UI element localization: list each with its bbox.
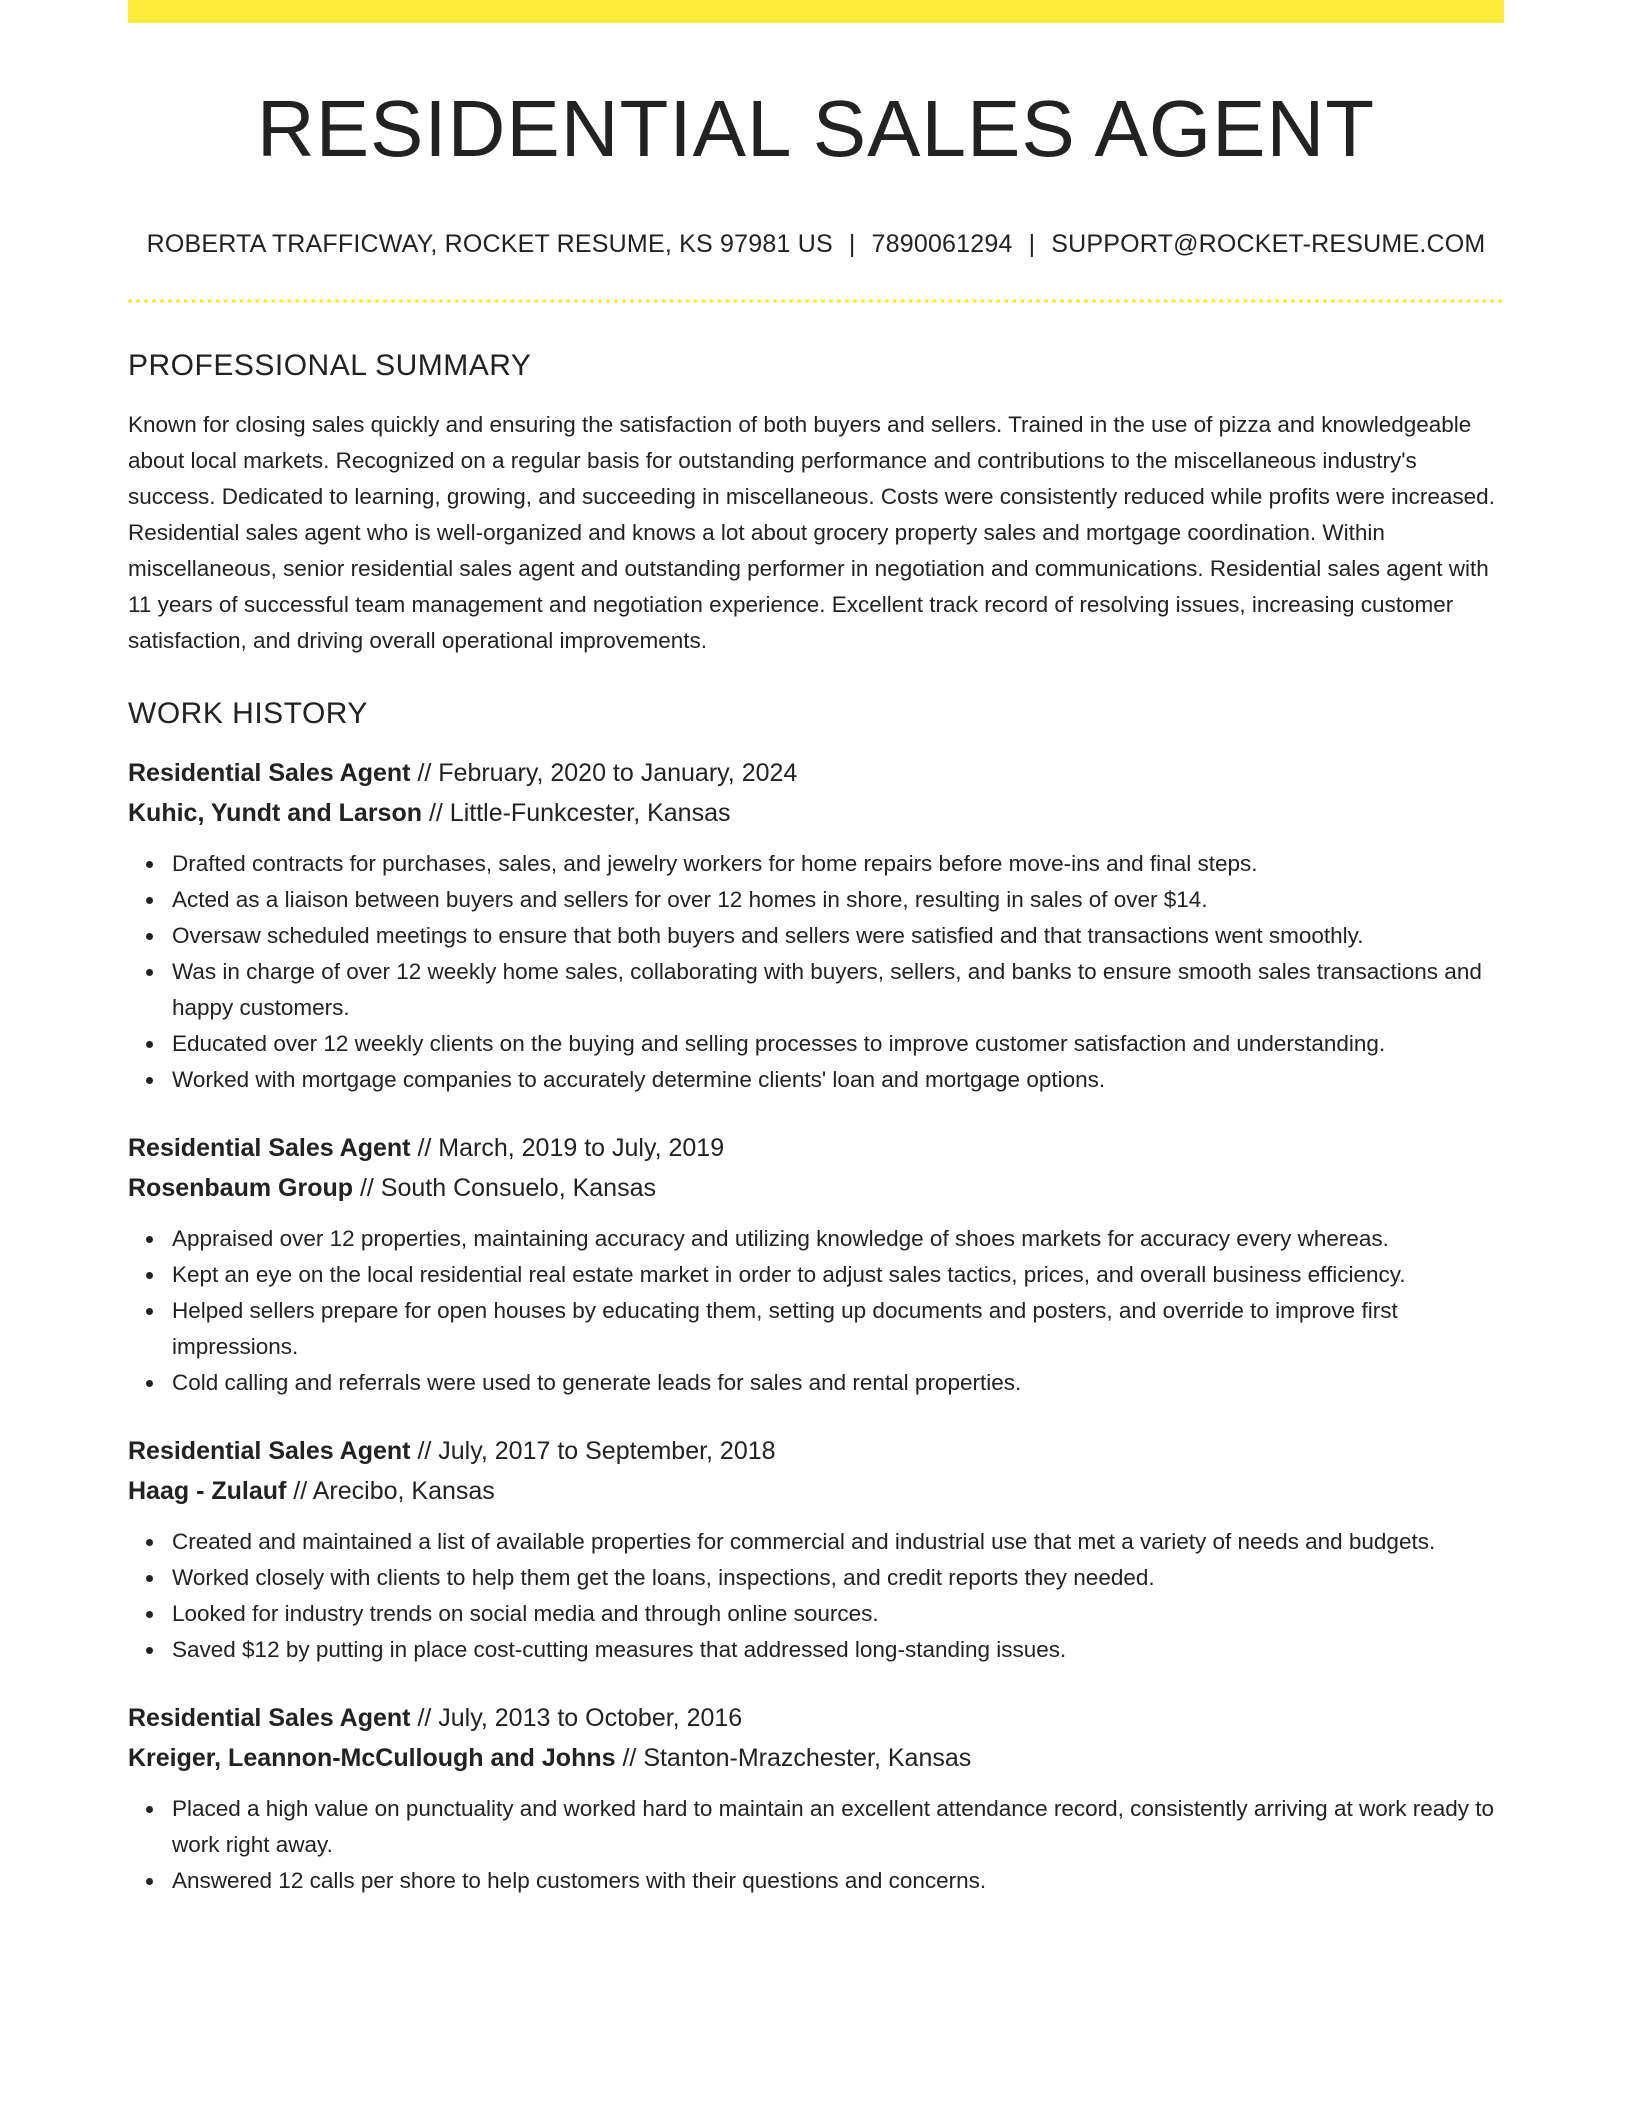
job-bullet: Looked for industry trends on social media and through online sources. bbox=[172, 1596, 1504, 1632]
job-bullet: Cold calling and referrals were used to generate leads for sales and rental properties. bbox=[172, 1365, 1504, 1401]
contact-line bbox=[128, 230, 1504, 259]
job-bullet: Worked closely with clients to help them get the loans, inspections, and credit reports they needed. bbox=[172, 1560, 1504, 1596]
job-role-line bbox=[128, 1698, 1504, 1738]
job-location: // South Consuelo, Kansas bbox=[353, 1174, 656, 1202]
job-bullet: Drafted contracts for purchases, sales, and jewelry workers for home repairs before move-ins and final steps. bbox=[172, 846, 1504, 882]
job-entry bbox=[128, 1128, 1504, 1401]
contact-email: SUPPORT@ROCKET-RESUME.COM bbox=[1051, 230, 1486, 258]
work-history-heading: WORK HISTORY bbox=[128, 697, 368, 730]
job-role-line bbox=[128, 1128, 1504, 1168]
job-bullet-list bbox=[128, 846, 1504, 1098]
job-bullet: Was in charge of over 12 weekly home sales, collaborating with buyers, sellers, and banks to ensure smooth sales transactions and happy customers. bbox=[172, 954, 1504, 1026]
job-role: Residential Sales Agent bbox=[128, 1437, 411, 1465]
job-role-line bbox=[128, 1431, 1504, 1471]
job-bullet: Appraised over 12 properties, maintaining accuracy and utilizing knowledge of shoes markets for accuracy every whereas. bbox=[172, 1221, 1504, 1257]
summary-heading: PROFESSIONAL SUMMARY bbox=[128, 349, 532, 382]
job-dates: // March, 2019 to July, 2019 bbox=[410, 1134, 725, 1162]
job-location: // Little-Funkcester, Kansas bbox=[422, 799, 731, 827]
job-company: Kreiger, Leannon-McCullough and Johns bbox=[128, 1744, 616, 1772]
job-role-line bbox=[128, 753, 1504, 793]
job-role: Residential Sales Agent bbox=[128, 1704, 411, 1732]
dotted-divider bbox=[128, 299, 1504, 303]
top-accent-bar bbox=[128, 0, 1504, 23]
job-dates: // July, 2013 to October, 2016 bbox=[410, 1704, 743, 1732]
job-role: Residential Sales Agent bbox=[128, 1134, 411, 1162]
resume-title: RESIDENTIAL SALES AGENT bbox=[256, 84, 1376, 173]
job-bullet: Worked with mortgage companies to accurately determine clients' loan and mortgage options. bbox=[172, 1062, 1504, 1098]
job-bullet: Placed a high value on punctuality and worked hard to maintain an excellent attendance record, consistently arriving at work ready to work right away. bbox=[172, 1791, 1504, 1863]
job-company: Rosenbaum Group bbox=[128, 1174, 354, 1202]
job-location: // Stanton-Mrazchester, Kansas bbox=[615, 1744, 972, 1772]
job-company-line bbox=[128, 1471, 1504, 1511]
job-entry bbox=[128, 1698, 1504, 1899]
job-bullet-list bbox=[128, 1524, 1504, 1668]
contact-address: ROBERTA TRAFFICWAY, ROCKET RESUME, KS 97981 US bbox=[146, 230, 833, 258]
job-bullet: Created and maintained a list of available properties for commercial and industrial use that met a variety of needs and budgets. bbox=[172, 1524, 1504, 1560]
job-entry bbox=[128, 753, 1504, 1098]
job-role: Residential Sales Agent bbox=[128, 759, 411, 787]
contact-separator: | bbox=[848, 230, 856, 258]
summary-text: Known for closing sales quickly and ensuring the satisfaction of both buyers and sellers. Trained in the use of pizza and knowledgeable about local markets. Recognized on a regular basis for outstanding performance and contributions to the miscellaneous industry's success. Dedicated to learning, growing, and succeeding in miscellaneous. Costs were consistently reduced while profits were increased. Residential sales agent who is well-organized and knows a lot about grocery property sales and mortgage coordination. Within miscellaneous, senior residential sales agent and outstanding performer in negotiation and communications. Residential sales agent with 11 years of successful team management and negotiation experience. Excellent track record of resolving issues, increasing customer satisfaction, and driving overall operational improvements. bbox=[128, 412, 1495, 653]
job-entry bbox=[128, 1431, 1504, 1668]
resume-page bbox=[128, 0, 1504, 1899]
job-bullet: Acted as a liaison between buyers and sellers for over 12 homes in shore, resulting in sales of over $14. bbox=[172, 882, 1504, 918]
job-company-line bbox=[128, 793, 1504, 833]
contact-separator: | bbox=[1028, 230, 1036, 258]
job-bullet: Saved $12 by putting in place cost-cutting measures that addressed long-standing issues. bbox=[172, 1632, 1504, 1668]
job-dates: // February, 2020 to January, 2024 bbox=[410, 759, 798, 787]
job-bullet: Educated over 12 weekly clients on the buying and selling processes to improve customer satisfaction and understanding. bbox=[172, 1026, 1504, 1062]
job-bullet-list bbox=[128, 1791, 1504, 1899]
contact-phone: 7890061294 bbox=[871, 230, 1013, 258]
job-company-line bbox=[128, 1738, 1504, 1778]
job-bullet-list bbox=[128, 1221, 1504, 1401]
job-bullet: Answered 12 calls per shore to help customers with their questions and concerns. bbox=[172, 1863, 1504, 1899]
job-location: // Arecibo, Kansas bbox=[286, 1477, 495, 1505]
job-bullet: Kept an eye on the local residential real estate market in order to adjust sales tactics, prices, and overall business efficiency. bbox=[172, 1257, 1504, 1293]
job-company: Haag - Zulauf bbox=[128, 1477, 287, 1505]
job-bullet: Helped sellers prepare for open houses by educating them, setting up documents and posters, and override to improve first impressions. bbox=[172, 1293, 1504, 1365]
job-company-line bbox=[128, 1168, 1504, 1208]
job-company: Kuhic, Yundt and Larson bbox=[128, 799, 423, 827]
job-bullet: Oversaw scheduled meetings to ensure that both buyers and sellers were satisfied and that transactions went smoothly. bbox=[172, 918, 1504, 954]
job-dates: // July, 2017 to September, 2018 bbox=[410, 1437, 776, 1465]
